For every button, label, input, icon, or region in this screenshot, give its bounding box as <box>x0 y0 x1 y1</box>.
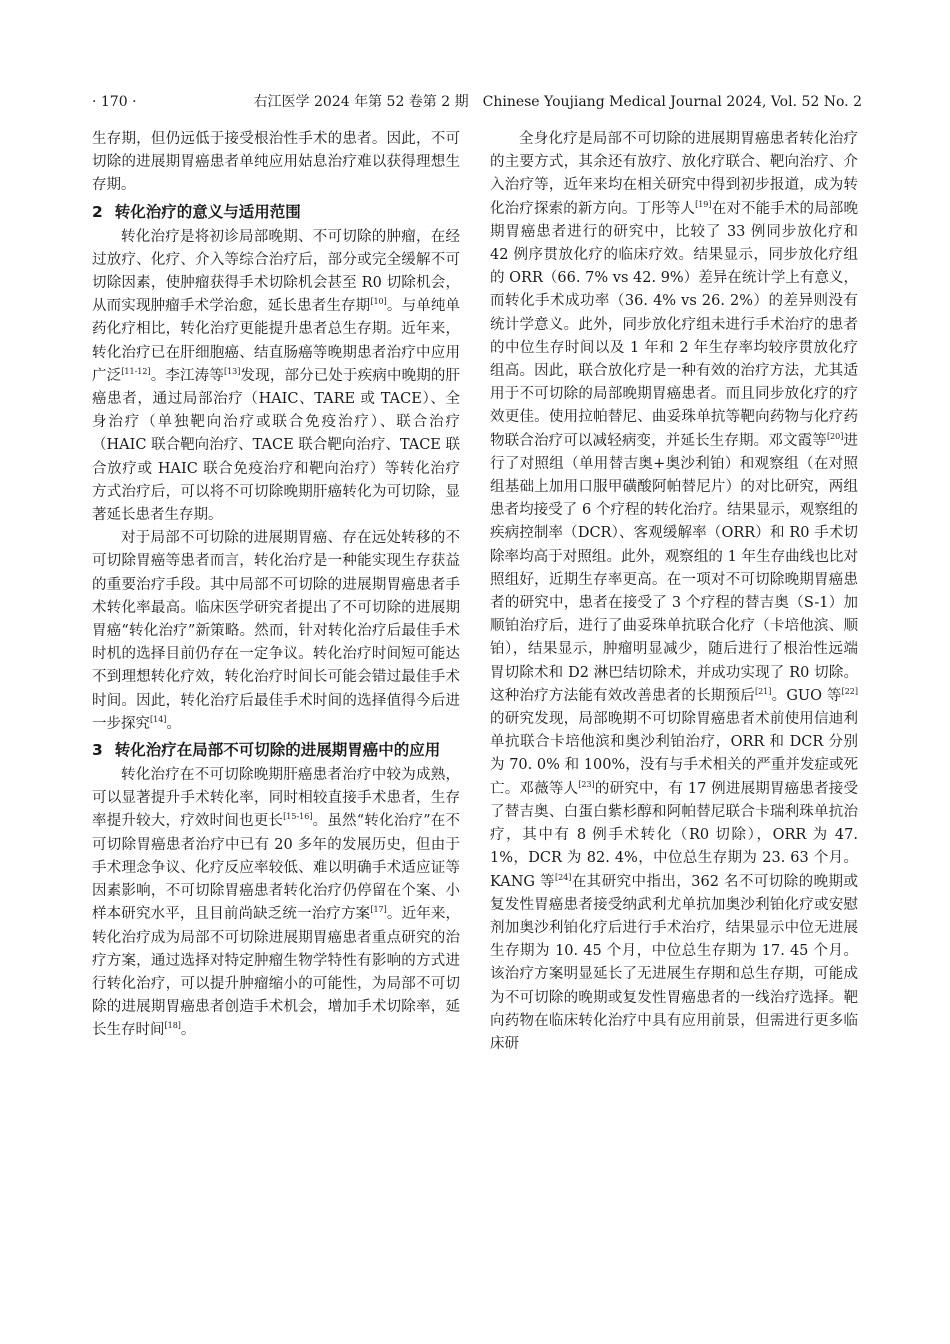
section-heading-3: 3 转化治疗在局部不可切除的进展期胃癌中的应用 <box>92 741 441 760</box>
journal-info: 右江医学 2024 年第 52 卷第 2 期 Chinese Youjiang Medical Journal 2024, Vol. 52 No. 2 <box>253 94 862 110</box>
citation[interactable]: [20] <box>826 431 844 441</box>
section-heading-2: 2 转化治疗的意义与适用范围 <box>92 202 301 221</box>
citation[interactable]: [17] <box>370 905 387 915</box>
citation[interactable]: [24] <box>554 872 572 882</box>
citation[interactable]: [18] <box>164 1021 181 1031</box>
citation[interactable]: [13] <box>223 366 241 376</box>
paragraph: 生存期，但仍远低于接受根治性手术的患者。因此，不可切除的进展期胃癌患者单纯应用姑息治疗难以获得理想生存期。 <box>92 131 460 194</box>
right-column <box>490 128 858 1056</box>
left-column <box>92 128 460 1043</box>
citation[interactable]: [10] <box>370 297 387 307</box>
citation[interactable]: [23] <box>578 779 595 789</box>
paragraph: 对于局部不可切除的进展期胃癌、存在远处转移的不可切除胃癌等患者而言，转化治疗是一种能实现生存获益的重要治疗手段。其中局部不可切除的进展期胃癌患者手术转化率最高。临床医学研究者提出了不可切除的进展期胃癌“转化治疗”新策略。然而，针对转化治疗后最佳手术时机的选择目前仍存在一定争议。转化治疗时间短可能达不到理想转化疗效，转化治疗时间长可能会错过最佳手术时间。因此，转化治疗后最佳手术时间的选择值得今后进一步探究[14]。 <box>92 530 460 732</box>
paragraph: 转化治疗在不可切除晚期肝癌患者治疗中较为成熟，可以显著提升手术转化率，同时相较直接手术患者，生存率提升较大，疗效时间也更长[15-16]。虽然“转化治疗”在不可切除胃癌患者治疗中已有 20 多年的发展历史，但由于手术理念争议、化疗反应率较低、难以明确手术适应证等因素影响，不可切除胃癌患者转化治疗仍停留在个案、小样本研究水平，且目前尚缺乏统一治疗方案[17]。近年来，转化治疗成为局部不可切除进展期胃癌患者重点研究的治疗方案，通过选择对特定肿瘤生物学特性有影响的方式进行转化治疗，可以提升肿瘤缩小的可能性，为局部不可切除的进展期胃癌患者创造手术机会，增加手术切除率，延长生存时间[18]。 <box>92 767 461 1039</box>
citation[interactable]: [11-12] <box>121 366 151 376</box>
page-number: · 170 · <box>92 94 137 110</box>
paragraph: 转化治疗是将初诊局部晚期、不可切除的肿瘤，在经过放疗、化疗、介入等综合治疗后，部分或完全缓解不可切除因素，使肿瘤获得手术切除机会甚至 R0 切除机会，从而实现肿瘤手术学治愈，延长患者生存期[10]。与单纯单药化疗相比，转化治疗更能提升患者总生存期。近年来，转化治疗已在肝细胞癌、结直肠癌等晚期患者治疗中应用广泛[11-12]。李江涛等[13]发现，部分已处于疾病中晚期的肝癌患者，通过局部治疗（HAIC、TARE 或 TACE）、全身治疗（单独靶向治疗或联合免疫治疗）、联合治疗（HAIC 联合靶向治疗、TACE 联合靶向治疗、TACE 联合放疗或 HAIC 联合免疫治疗和靶向治疗）等转化治疗方式治疗后，可以将不可切除晚期肝癌转化为可切除，显著延长患者生存期。 <box>92 228 461 524</box>
running-header <box>92 90 862 114</box>
citation[interactable]: [22] <box>841 686 858 696</box>
paragraph: 全身化疗是局部不可切除的进展期胃癌患者转化治疗的主要方式，其余还有放疗、放化疗联合、靶向治疗、介入治疗等，近年来均在相关研究中得到初步报道，成为转化治疗探索的新方向。丁彤等人[19]在对不能手术的局部晚期胃癌患者进行的研究中，比较了 33 例同步放化疗和 42 例序贯放化疗的临床疗效。结果显示，同步放化疗组的 ORR（66. 7% vs 42. 9%）差异在统计学上有意义，而转化手术成功率（36. 4% vs 26. 2%）的差异则没有统计学意义。此外，同步放化疗组未进行手术治疗的患者的中位生存时间以及 1 年和 2 年生存率均较序贯放化疗组高。因此，联合放化疗是一种有效的治疗方法，尤其适用于不可切除的局部晚期胃癌患者。而且同步放化疗的疗效更佳。使用拉帕替尼、曲妥珠单抗等靶向药物与化疗药物联合治疗可以减轻病变，并延长生存期。邓文霞等[20]进行了对照组（单用替吉奥+奥沙利铂）和观察组（在对照组基础上加用口服甲磺酸阿帕替尼片）的对比研究，两组患者均接受了 6 个疗程的转化治疗。结果显示，观察组的疾病控制率（DCR）、客观缓解率（ORR）和 R0 手术切除率均高于对照组。此外，观察组的 1 年生存曲线也比对照组好，近期生存率更高。在一项对不可切除晚期胃癌患者的研究中，患者在接受了 3 个疗程的替吉奥（S-1）加顺铂治疗后，进行了曲妥珠单抗联合化疗（卡培他滨、顺铂），结果显示，肿瘤明显减少，随后进行了根治性远端胃切除术和 D2 淋巴结切除术，并成功实现了 R0 切除。这种治疗方法能有效改善患者的长期预后[21]。GUO 等[22]的研究发现，局部晚期不可切除胃癌患者术前使用信迪利单抗联合卡培他滨和奥沙利铂治疗，ORR 和 DCR 分别为 70. 0% 和 100%，没有与手术相关的严重并发症或死亡。邓薇等人[23]的研究中，有 17 例进展期胃癌患者接受了替吉奥、白蛋白紫杉醇和阿帕替尼联合卡瑞利珠单抗治疗，其中有 8 例手术转化（R0 切除），ORR 为 47. 1%，DCR 为 82. 4%，中位总生存期为 23. 63 个月。KANG 等[24]在其研究中指出，362 名不可切除的晚期或复发性胃癌患者接受纳武利尤单抗加奥沙利铂化疗或安慰剂加奥沙利铂化疗后进行手术治疗，结果显示中位无进展生存期为 10. 45 个月，中位总生存期为 17. 45 个月。该治疗方案明显延长了无进展生存期和总生存期，可能成为不可切除的晚期或复发性胃癌患者的一线治疗选择。靶向药物在临床转化治疗中具有应用前景，但需进行更多临床研 <box>490 131 859 1052</box>
citation[interactable]: [21] <box>754 686 772 696</box>
citation[interactable]: [19] <box>695 199 712 209</box>
citation[interactable]: [15-16] <box>283 812 313 822</box>
citation[interactable]: [14] <box>150 714 167 724</box>
